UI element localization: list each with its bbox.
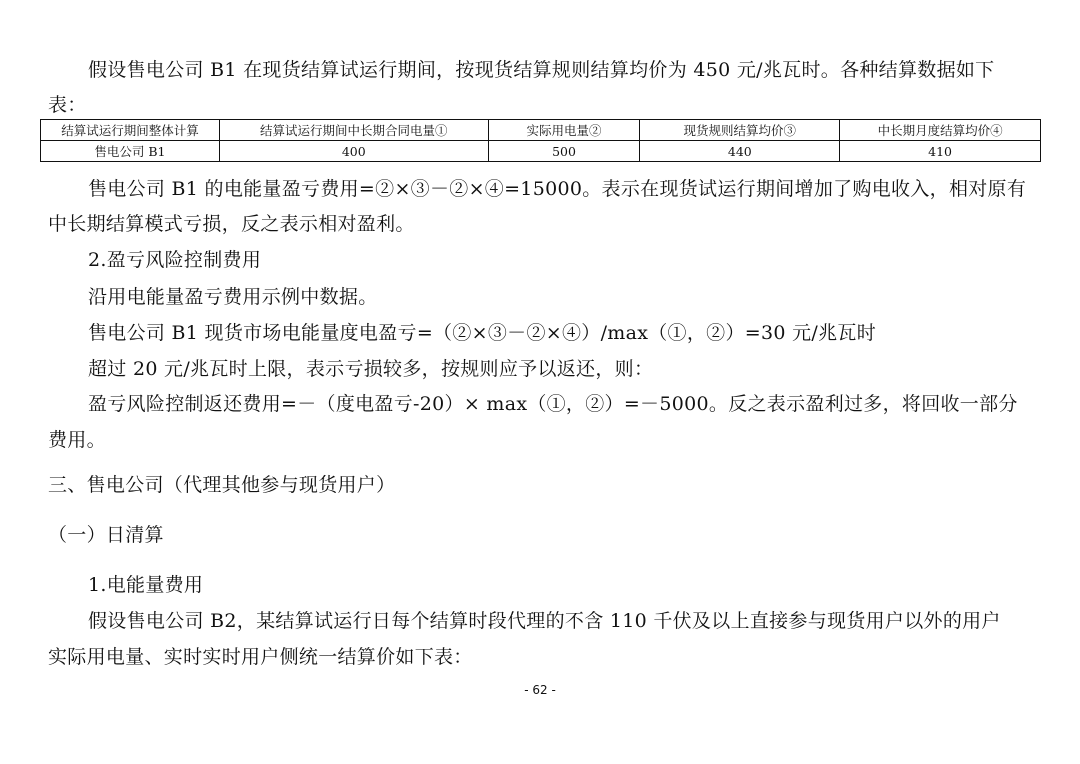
table-header-cell: 现货规则结算均价③ (640, 120, 840, 141)
table-cell: 440 (640, 141, 840, 162)
paragraph-return-fee-line2: 费用。 (48, 429, 106, 451)
section-title-risk-control: 2.盈亏风险控制费用 (88, 249, 262, 271)
paragraph-scenario-line1: 假设售电公司 B1 在现货结算试运行期间，按现货结算规则结算均价为 450 元/兆瓦时。各种结算数据如下 (88, 59, 995, 81)
paragraph-profit-loss-line1: 售电公司 B1 的电能量盈亏费用=②×③－②×④=15000。表示在现货试运行期间增加了购电收入，相对原有 (88, 178, 1027, 200)
section-title-energy-fee: 1.电能量费用 (88, 574, 204, 596)
paragraph-scenario-line2: 表： (48, 94, 87, 116)
table-cell: 400 (219, 141, 488, 162)
table-cell: 410 (840, 141, 1041, 162)
table-header-cell: 实际用电量② (488, 120, 640, 141)
paragraph-return-fee-line1: 盈亏风险控制返还费用=－（度电盈亏-20）× max（①，②）=－5000。反之表示盈利过多，将回收一部分 (88, 393, 1018, 415)
paragraph-b2-line2: 实际用电量、实时实时用户侧统一结算价如下表： (48, 646, 473, 668)
table-cell: 500 (488, 141, 640, 162)
page-number: - 62 - (524, 683, 556, 697)
table-cell: 售电公司 B1 (41, 141, 220, 162)
paragraph-reuse-data: 沿用电能量盈亏费用示例中数据。 (88, 286, 378, 308)
paragraph-profit-loss-line2: 中长期结算模式亏损，反之表示相对盈利。 (48, 213, 415, 235)
paragraph-b2-line1: 假设售电公司 B2，某结算试运行日每个结算时段代理的不含 110 千伏及以上直接参与现货用户以外的用户 (88, 610, 1001, 632)
table-header-cell: 结算试运行期间中长期合同电量① (219, 120, 488, 141)
table-header-cell: 结算试运行期间整体计算 (41, 120, 220, 141)
settlement-data-table (40, 119, 1041, 162)
table-header-cell: 中长期月度结算均价④ (840, 120, 1041, 141)
table-row (41, 141, 1041, 162)
heading-daily-clearing: （一）日清算 (48, 524, 164, 546)
paragraph-per-unit-formula: 售电公司 B1 现货市场电能量度电盈亏=（②×③－②×④）/max（①，②）=30 元/兆瓦时 (88, 322, 876, 344)
paragraph-over-limit: 超过 20 元/兆瓦时上限，表示亏损较多，按规则应予以返还，则： (88, 358, 654, 380)
heading-section-three: 三、售电公司（代理其他参与现货用户） (48, 474, 396, 496)
table-header-row (41, 120, 1041, 141)
